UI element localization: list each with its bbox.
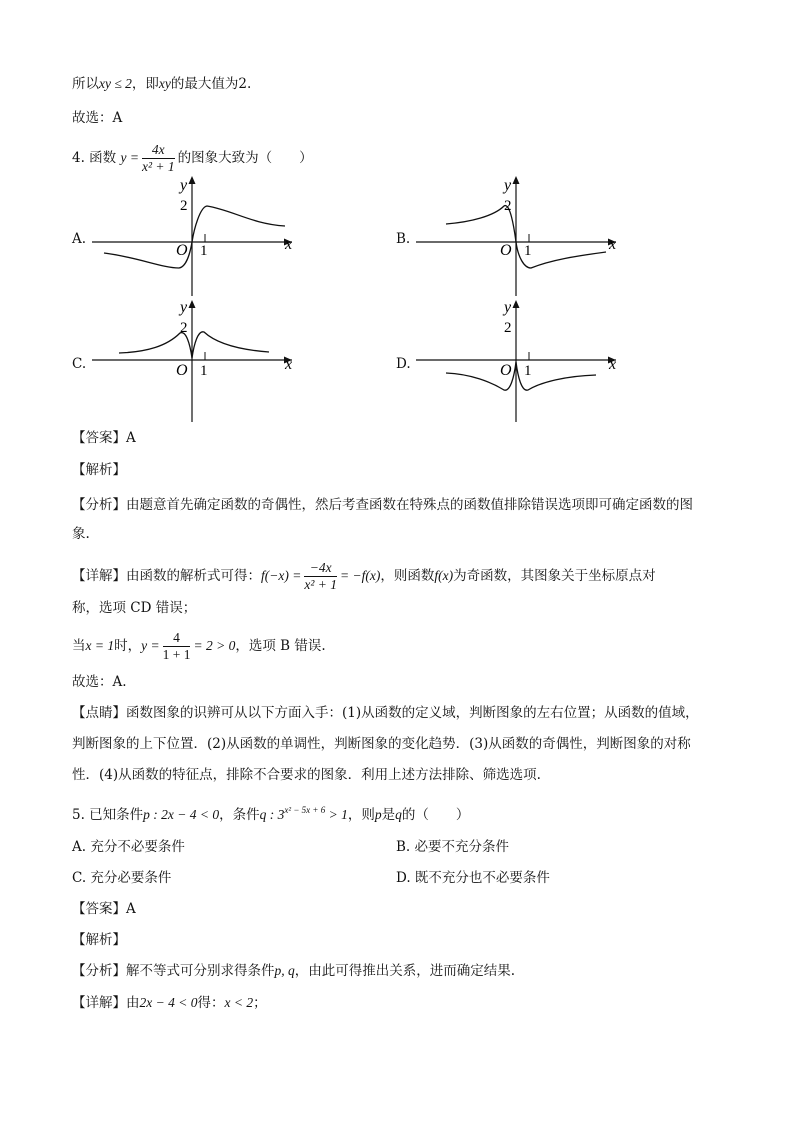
analysis-q4-line1: 【分析】由题意首先确定函数的奇偶性，然后考查函数在特殊点的函数值排除错误选项即可确定函数的图 [72, 497, 693, 513]
tick-label-2: 2 [180, 198, 188, 214]
remark-q4-line2: 判断图象的上下位置．(2)从函数的单调性，判断图象的变化趋势．(3)从函数的奇偶性，判断图象的对称 [72, 736, 691, 752]
graph-option-c [92, 298, 302, 423]
tick-label-2: 2 [504, 198, 512, 214]
origin-label: O [500, 362, 512, 379]
x-label: x [285, 236, 293, 253]
y-label: y [504, 177, 512, 194]
tick-label-1: 1 [200, 243, 208, 259]
y-axis-arrow-icon [189, 300, 196, 308]
option-b-label: B. [396, 231, 411, 247]
analysis-q4-line2: 象. [72, 526, 90, 542]
option-a-label: A. [72, 231, 87, 247]
tick-label-1: 1 [524, 363, 532, 379]
analysis-heading-q5: 【解析】 [72, 932, 126, 948]
q5-option-c: C. 充分必要条件 [72, 870, 172, 886]
x-label: x [285, 356, 293, 373]
y-label: y [180, 299, 188, 316]
tick-label-1: 1 [524, 243, 532, 259]
answer-q4: 【答案】A [72, 430, 136, 446]
tick-label-2: 2 [180, 320, 188, 336]
detail-q5: 【详解】由2x − 4 < 0得：x < 2； [72, 995, 267, 1011]
remark-q4-line1: 【点睛】函数图象的识辨可从以下方面入手：(1)从函数的定义域，判断图象的左右位置；从函数的值域， [72, 705, 699, 721]
remark-q4-line3: 性．(4)从函数的特征点，排除不合要求的图象．利用上述方法排除、筛选选项. [72, 767, 541, 783]
question-5-stem: 5. 已知条件p : 2x − 4 < 0，条件q : $3^{x^2 - 5x + 6} > 1$，则p是q的（ ） [72, 805, 470, 823]
q5-option-d: D. 既不充分也不必要条件 [396, 870, 550, 886]
function-curve [104, 206, 285, 268]
graph-option-a [92, 172, 302, 297]
function-curve [446, 362, 596, 390]
q5-option-b: B. 必要不充分条件 [396, 839, 510, 855]
tick-label-2: 2 [504, 320, 512, 336]
analysis-heading-q4: 【解析】 [72, 462, 126, 478]
x-label: x [609, 236, 617, 253]
analysis-q5: 【分析】解不等式可分别求得条件p, q，由此可得推出关系，进而确定结果. [72, 963, 516, 979]
detail-q4-line2: 称，选项 CD 错误； [72, 600, 197, 616]
y-axis-arrow-icon [513, 300, 520, 308]
fraction: $\frac{-4x}{\text{x² + 1}}$ [304, 560, 337, 592]
y-label: y [504, 299, 512, 316]
answer-choice-line: 故选：A [72, 110, 123, 126]
y-axis-arrow-icon [513, 176, 520, 184]
detail-q4-line1: 【详解】由函数的解析式可得：f(−x) = $\frac{-4x}{\text{x² + 1}}$ = −f(x)，则函数f(x)为奇函数，其图象关于坐标原点对 [72, 560, 656, 592]
graph-option-d [416, 298, 626, 423]
fraction: $\frac{4}{1 + 1}$ [162, 630, 191, 662]
origin-label: O [176, 242, 188, 259]
question-4-stem: 4. 函数 y = $\frac{4x}{\text{x² + 1}}$ 的图象大致为（ ） [72, 142, 313, 174]
q5-option-a: A. 充分不必要条件 [72, 839, 185, 855]
origin-label: O [176, 362, 188, 379]
graph-option-b [416, 172, 626, 297]
fraction: $\frac{4x}{\text{x² + 1}}$ [141, 142, 175, 174]
answer-q5: 【答案】A [72, 901, 136, 917]
choice-q4: 故选：A. [72, 674, 127, 690]
option-d-label: D. [396, 356, 411, 372]
origin-label: O [500, 242, 512, 259]
y-axis-arrow-icon [189, 176, 196, 184]
option-c-label: C. [72, 356, 87, 372]
text-line: 所以xy ≤ 2，即xy的最大值为2. [72, 76, 252, 92]
y-label: y [180, 177, 188, 194]
function-curve [119, 332, 269, 358]
tick-label-1: 1 [200, 363, 208, 379]
x-label: x [609, 356, 617, 373]
detail-q4-line3: 当x = 1时，y = $\frac{4}{1 + 1}$ = 2 > 0，选项 B 错误. [72, 630, 326, 662]
